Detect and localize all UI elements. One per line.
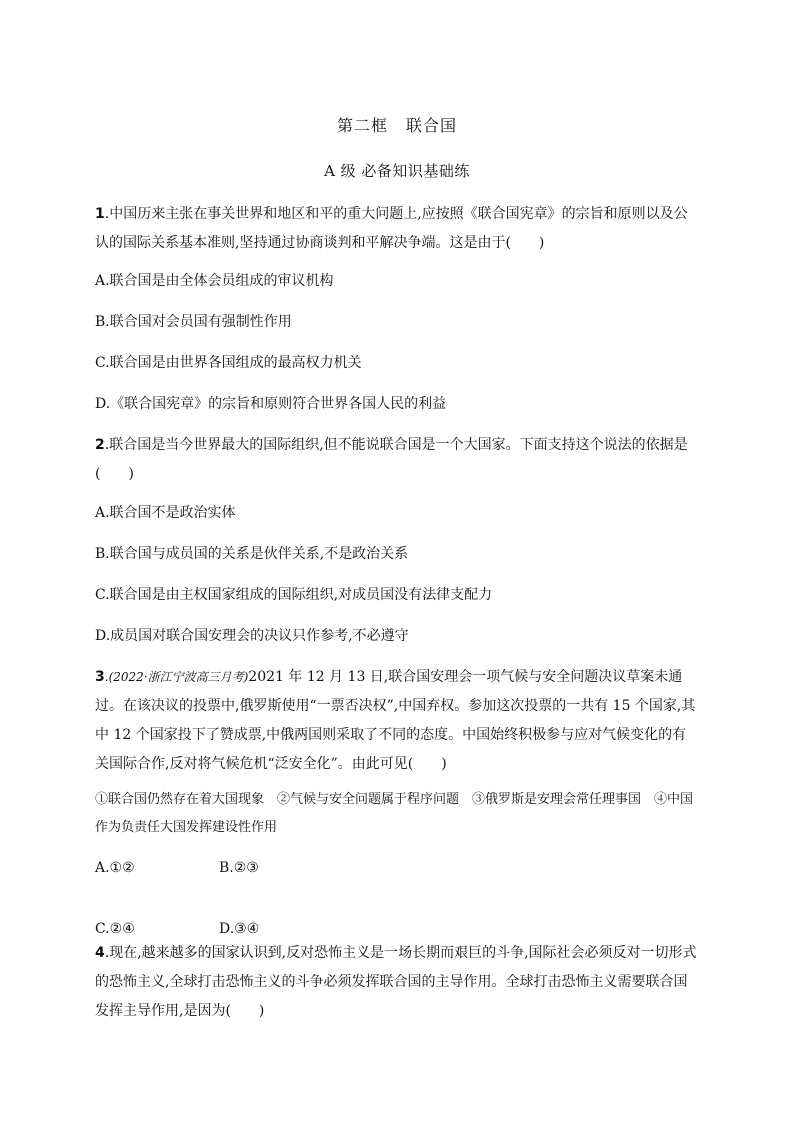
question-3-number: 3 — [95, 669, 105, 685]
question-4-number: 4 — [95, 945, 105, 961]
section-subtitle: A 级 必备知识基础练 — [324, 162, 470, 180]
title-part1: 第二框 — [336, 116, 388, 135]
question-1-option-c: C.联合国是由世界各国组成的最高权力机关 — [95, 355, 362, 371]
question-1-option-d: D.《联合国宪章》的宗旨和原则符合世界各国人民的利益 — [95, 396, 447, 412]
question-3-option-b: B.②③ — [219, 860, 259, 876]
question-2-option-a: A.联合国不是政治实体 — [95, 505, 236, 521]
question-3-statements: ①联合国仍然存在着大国现象 ②气候与安全问题属于程序问题 ③俄罗斯是安理会常任理事国 ④中国作为负责任大国发挥建设性作用 — [95, 792, 694, 835]
question-3-option-c: C.②④ — [95, 921, 135, 937]
question-1-number: 1 — [95, 206, 105, 222]
question-4-stem — [95, 939, 697, 1026]
question-2-option-d: D.成员国对联合国安理会的决议只作参考,不必遵守 — [95, 628, 409, 644]
question-1-option-a: A.联合国是由全体会员组成的审议机构 — [95, 273, 334, 289]
question-1-text: .中国历来主张在事关世界和地区和平的重大问题上,应按照《联合国宪章》的宗旨和原则以及公认的国际关系基本准则,坚持通过协商谈判和平解决争端。这是由于( ) — [95, 206, 688, 251]
question-1-option-b: B.联合国对会员国有强制性作用 — [95, 314, 292, 330]
question-3-source: .(2022·浙江宁波高三月考) — [104, 670, 249, 684]
question-2-option-c: C.联合国是由主权国家组成的国际组织,对成员国没有法律支配力 — [95, 587, 493, 603]
question-3-stem — [95, 663, 697, 779]
question-2-number: 2 — [95, 437, 105, 453]
question-1-stem — [95, 200, 697, 258]
question-3-option-a: A.①② — [95, 860, 135, 876]
title-part2: 联合国 — [406, 116, 458, 135]
question-2-stem — [95, 431, 697, 489]
question-2-text: .联合国是当今世界最大的国际组织,但不能说联合国是一个大国家。下面支持这个说法的依据是( ) — [95, 437, 688, 482]
question-4-text: .现在,越来越多的国家认识到,反对恐怖主义是一场长期而艰巨的斗争,国际社会必须反对一切形式的恐怖主义,全球打击恐怖主义的斗争必须发挥联合国的主导作用。全球打击恐怖主义需要联合国发挥主导作用,是因为( ) — [95, 945, 697, 1019]
question-3-options-row-1 — [95, 860, 697, 880]
page-title — [0, 113, 794, 136]
question-3-text: 2021 年 12 月 13 日,联合国安理会一项气候与安全问题决议草案未通过。在该决议的投票中,俄罗斯使用“一票否决权”,中国弃权。参加这次投票的一共有 15 个国家,其中 12 个国家投下了赞成票,中俄两国则采取了不同的态度。中国始终积极参与应对气候变化的有关国际合作,反对将气候危机“泛安全化”。由此可见( ) — [95, 669, 696, 772]
question-3-options-row-2 — [95, 921, 697, 941]
question-2-option-b: B.联合国与成员国的关系是伙伴关系,不是政治关系 — [95, 546, 409, 562]
question-3-option-d: D.③④ — [219, 921, 260, 937]
